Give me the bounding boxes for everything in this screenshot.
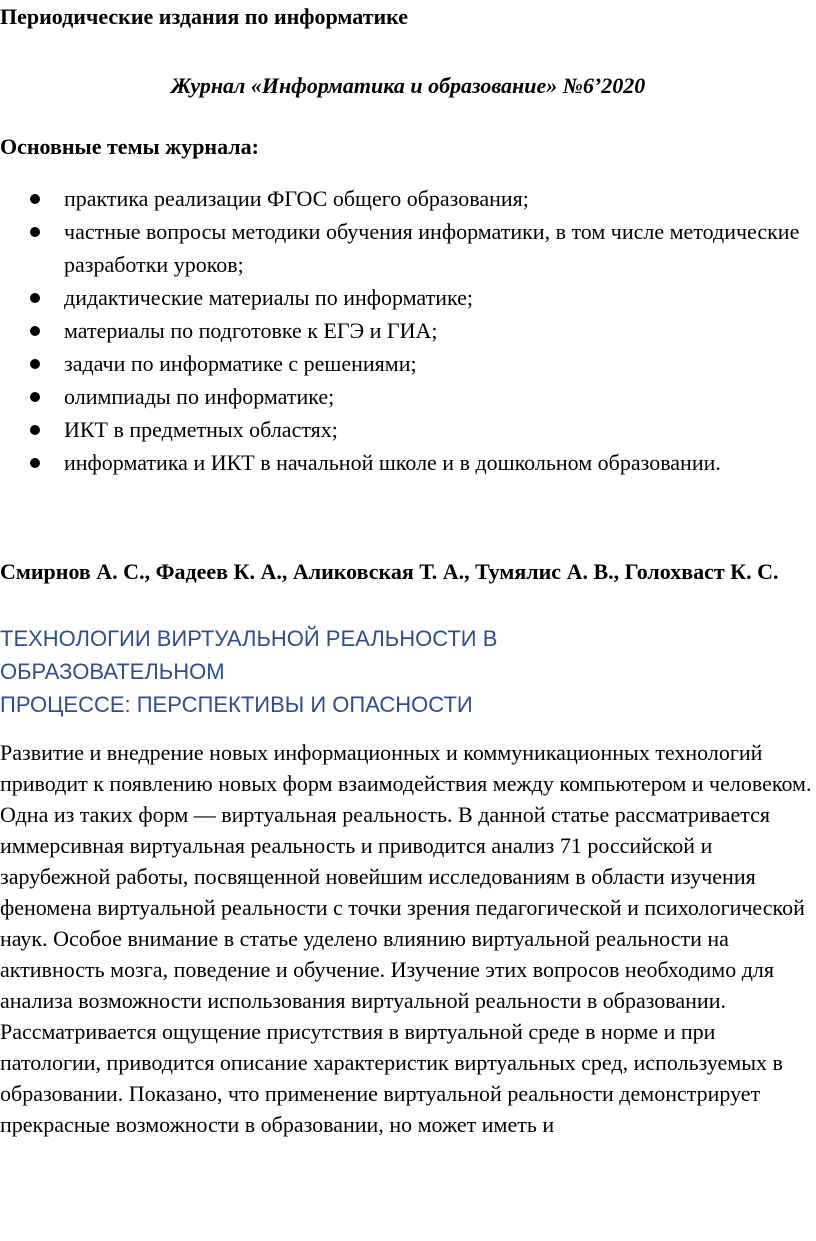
article-abstract: Развитие и внедрение новых информационных и коммуникационных технологий приводит к появлению новых форм взаимодействия между компьютером и человеком. Одна из таких форм — виртуальная реальность. В данной статье рассматривается иммерсивная виртуальная реальность и приводится анализ 71 российской и зарубежной работы, посвященной новейшим исследованиям в области изучения феномена виртуальной реальности с точки зрения педагогической и психологической наук. Особое внимание в статье уделено влиянию виртуальной реальности на активность мозга, поведение и обучение. Изучение этих вопросов необходимо для анализа возможности использования виртуальной реальности в образовании. Рассматривается ощущение присутствия в виртуальной среде в норме и при патологии, приводится описание характеристик виртуальных сред, используемых в образовании. Показано, что применение виртуальной реальности демонстрирует прекрасные возможности в образовании, но может иметь и	[0, 740, 812, 1137]
bullet-icon	[30, 293, 40, 303]
bullet-icon	[30, 458, 40, 468]
list-item	[0, 446, 800, 479]
topic-text: задачи по информатике с решениями;	[64, 351, 417, 376]
document-title: Периодические издания по информатике	[0, 4, 409, 29]
list-item	[0, 182, 800, 215]
list-item	[0, 380, 800, 413]
topic-text: дидактические материалы по информатике;	[64, 285, 474, 310]
topic-text: ИКТ в предметных областях;	[64, 417, 338, 442]
topics-list	[0, 182, 800, 479]
bullet-icon	[30, 326, 40, 336]
list-item	[0, 281, 800, 314]
bullet-icon	[30, 359, 40, 369]
bullet-icon	[30, 194, 40, 204]
topic-text: олимпиады по информатике;	[64, 384, 335, 409]
list-item	[0, 314, 800, 347]
journal-title: Журнал «Информатика и образование» №6’2020	[170, 73, 646, 98]
bullet-icon	[30, 425, 40, 435]
article-title	[0, 622, 700, 721]
topic-text: практика реализации ФГОС общего образования;	[64, 186, 529, 211]
article-title-line: ТЕХНОЛОГИИ ВИРТУАЛЬНОЙ РЕАЛЬНОСТИ В ОБРАЗОВАТЕЛЬНОМ	[0, 626, 498, 684]
article-title-line: ПРОЦЕССЕ: ПЕРСПЕКТИВЫ И ОПАСНОСТИ	[0, 692, 473, 717]
topic-text: частные вопросы методики обучения информатики, в том числе методические разработки уроков;	[64, 219, 800, 277]
bullet-icon	[30, 227, 40, 237]
topic-text: материалы по подготовке к ЕГЭ и ГИА;	[64, 318, 438, 343]
bullet-icon	[30, 392, 40, 402]
topics-heading: Основные темы журнала:	[0, 134, 259, 159]
list-item	[0, 413, 800, 446]
list-item	[0, 347, 800, 380]
list-item	[0, 215, 800, 281]
topic-text: информатика и ИКТ в начальной школе и в дошкольном образовании.	[64, 450, 721, 475]
article-authors: Смирнов А. С., Фадеев К. А., Аликовская Т. А., Тумялис А. В., Голохваст К. С.	[0, 559, 779, 584]
